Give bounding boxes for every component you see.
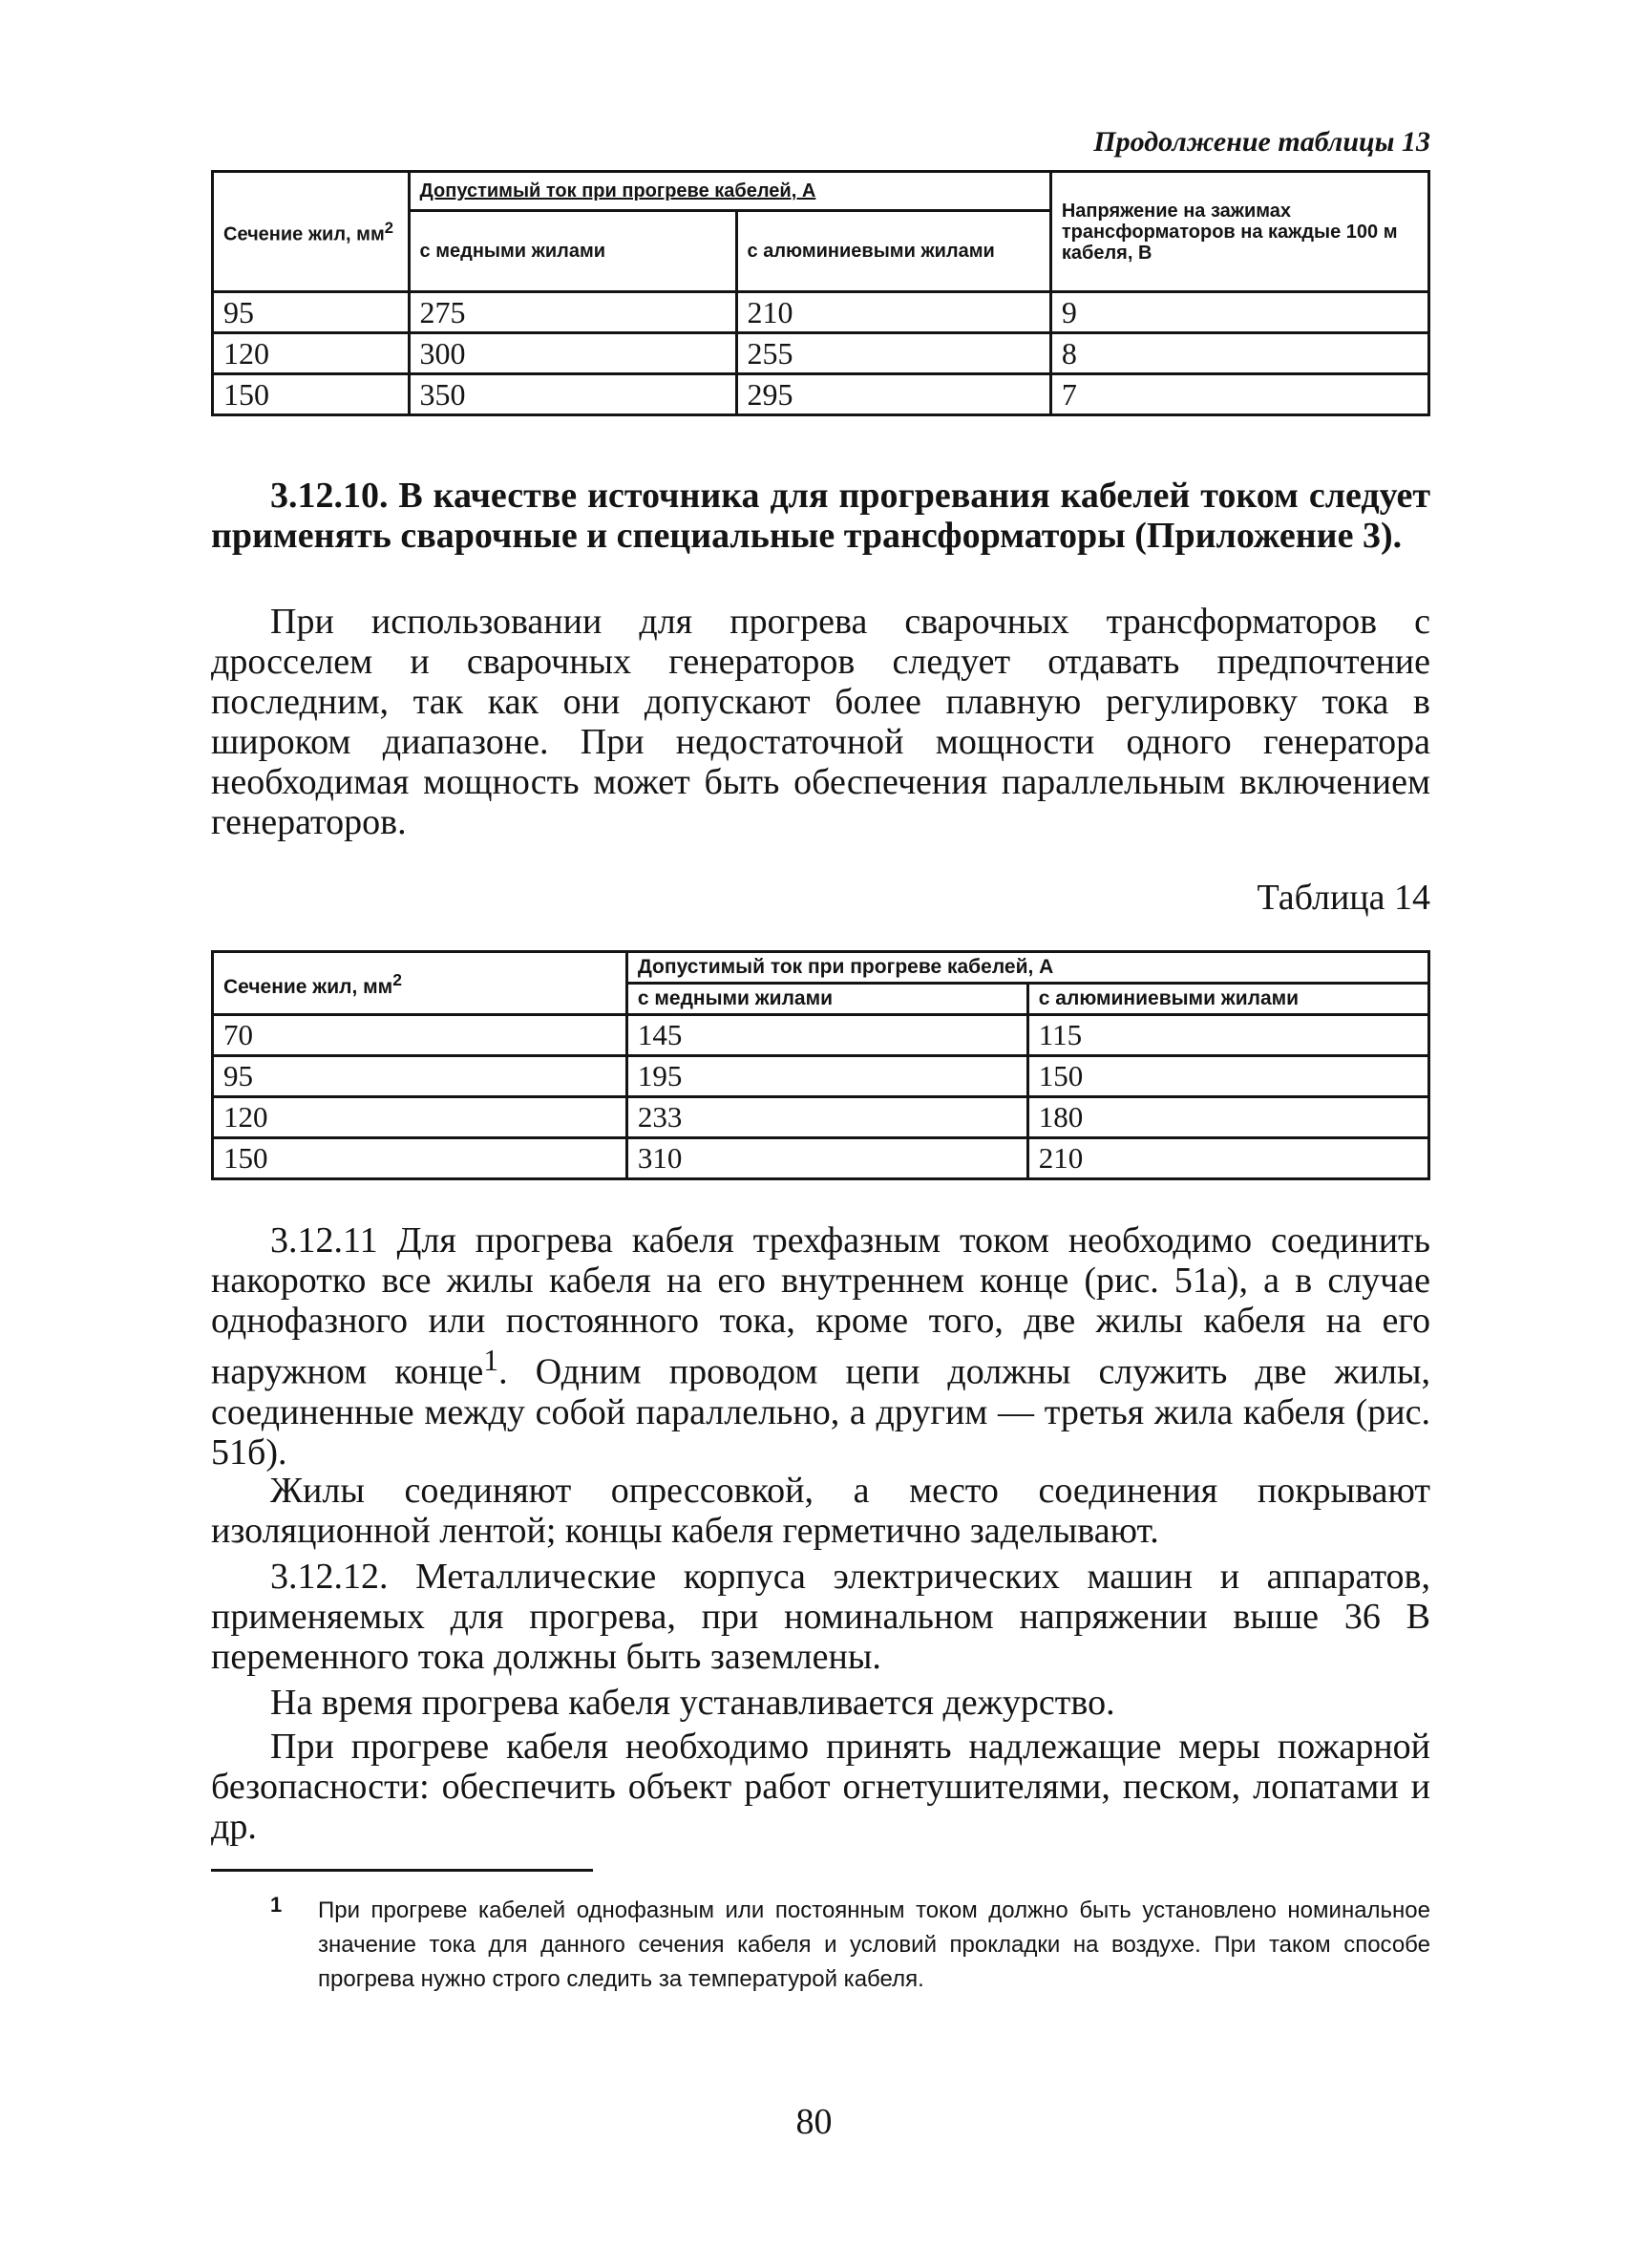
table-13-cell-copper: 275 xyxy=(409,292,736,333)
paragraph-3-12-10: 3.12.10. В качестве источника для прогревания кабелей током следует применять сварочные и специальные трансформаторы (Приложение 3). xyxy=(211,476,1430,556)
table-14-cell-aluminum: 180 xyxy=(1027,1097,1428,1138)
table-14-cell-section: 120 xyxy=(213,1097,627,1138)
table-row xyxy=(213,333,1429,374)
table-row xyxy=(213,1015,1429,1056)
footnote xyxy=(211,1894,1430,1997)
table-14-current-header: Допустимый ток при прогреве кабелей, А xyxy=(626,952,1428,984)
table-13-cell-section: 120 xyxy=(213,333,410,374)
table-13-cell-voltage: 8 xyxy=(1050,333,1428,374)
footnote-reference[interactable]: 1 xyxy=(483,1344,499,1377)
page-number: 80 xyxy=(795,2102,833,2142)
table-13-aluminum-header: с алюминиевыми жилами xyxy=(736,211,1050,292)
paragraph-3-12-12: 3.12.12. Металлические корпуса электрических машин и аппаратов, применяемых для прогрева, при номинальном напряжении выше 36 В переменного тока должны быть заземлены. xyxy=(211,1557,1430,1677)
table-14-cell-section: 150 xyxy=(213,1138,627,1179)
table-13-copper-header: с медными жилами xyxy=(409,211,736,292)
table-13-cell-aluminum: 255 xyxy=(736,333,1050,374)
table-13-cell-copper: 350 xyxy=(409,374,736,415)
table-14-aluminum-header: с алюминиевыми жилами xyxy=(1027,984,1428,1015)
table-14-cell-copper: 310 xyxy=(626,1138,1027,1179)
paragraph-duty: На время прогрева кабеля устанавливается дежурство. xyxy=(270,1683,1115,1723)
table-13-current-header: Допустимый ток при прогреве кабелей, А xyxy=(409,172,1050,211)
table-14-cell-aluminum: 150 xyxy=(1027,1056,1428,1097)
footnote-mark: 1 xyxy=(270,1893,283,1917)
paragraph-press: Жилы соединяют опрессовкой, а место соединения покрывают изоляционной лентой; концы кабеля герметично заделывают. xyxy=(211,1471,1430,1551)
table-14-cell-copper: 233 xyxy=(626,1097,1027,1138)
table-row xyxy=(213,1097,1429,1138)
table-14-copper-header: с медными жилами xyxy=(626,984,1027,1015)
table-14-cell-section: 70 xyxy=(213,1015,627,1056)
table-14-cell-aluminum: 210 xyxy=(1027,1138,1428,1179)
table-13-cell-section: 150 xyxy=(213,374,410,415)
table-13-cell-voltage: 9 xyxy=(1050,292,1428,333)
table-13-continuation-label: Продолжение таблицы 13 xyxy=(1093,126,1430,158)
table-14-cell-copper: 195 xyxy=(626,1056,1027,1097)
table-13-voltage-header: Напряжение на зажимах трансформаторов на каждые 100 м кабеля, В xyxy=(1050,172,1428,292)
table-13-cell-voltage: 7 xyxy=(1050,374,1428,415)
table-14-cell-copper: 145 xyxy=(626,1015,1027,1056)
table-13 xyxy=(211,170,1430,416)
table-13-section-header: Сечение жил, $мм^2$ xyxy=(213,172,410,292)
table-13-cell-aluminum: 210 xyxy=(736,292,1050,333)
footnote-text: При прогреве кабелей однофазным или постоянным током должно быть установлено номинальное значение тока для данного сечения кабеля и условий прокладки на воздухе. При таком способе прогрева нужно строго следить за температурой кабеля. xyxy=(318,1897,1430,1992)
paragraph-fire-safety: При прогреве кабеля необходимо принять надлежащие меры пожарной безопасности: обеспечить объект работ огнетушителями, песком, лопатами и др. xyxy=(211,1727,1430,1847)
table-row xyxy=(213,1056,1429,1097)
table-row xyxy=(213,374,1429,415)
table-row xyxy=(213,292,1429,333)
table-14 xyxy=(211,950,1430,1180)
paragraph-generators: При использовании для прогрева сварочных трансформаторов с дросселем и сварочных генераторов следует отдавать предпочтение последним, так как они допускают более плавную регулировку тока в широком диапазоне. При недостаточной мощности одного генератора необходимая мощность может быть обеспечения параллельным включением генераторов. xyxy=(211,602,1430,842)
table-14-cell-section: 95 xyxy=(213,1056,627,1097)
table-row xyxy=(213,1138,1429,1179)
table-14-section-header: Сечение жил, $мм^2$ xyxy=(213,952,627,1015)
table-13-cell-copper: 300 xyxy=(409,333,736,374)
paragraph-3-12-11: 3.12.11 Для прогрева кабеля трехфазным током необходимо соединить накоротко все жилы кабеля на его внутреннем конце (рис. 51а), а в случае однофазного или постоянного тока, кроме того, две жилы кабеля на его наружном конце$^1$. Одним проводом цепи должны служить две жилы, соединенные между собой параллельно, а другим — третья жила кабеля (рис. 51б). xyxy=(211,1220,1430,1473)
table-13-cell-section: 95 xyxy=(213,292,410,333)
table-14-cell-aluminum: 115 xyxy=(1027,1015,1428,1056)
footnote-divider xyxy=(211,1869,593,1872)
table-13-cell-aluminum: 295 xyxy=(736,374,1050,415)
table-14-caption: Таблица 14 xyxy=(1257,878,1430,918)
